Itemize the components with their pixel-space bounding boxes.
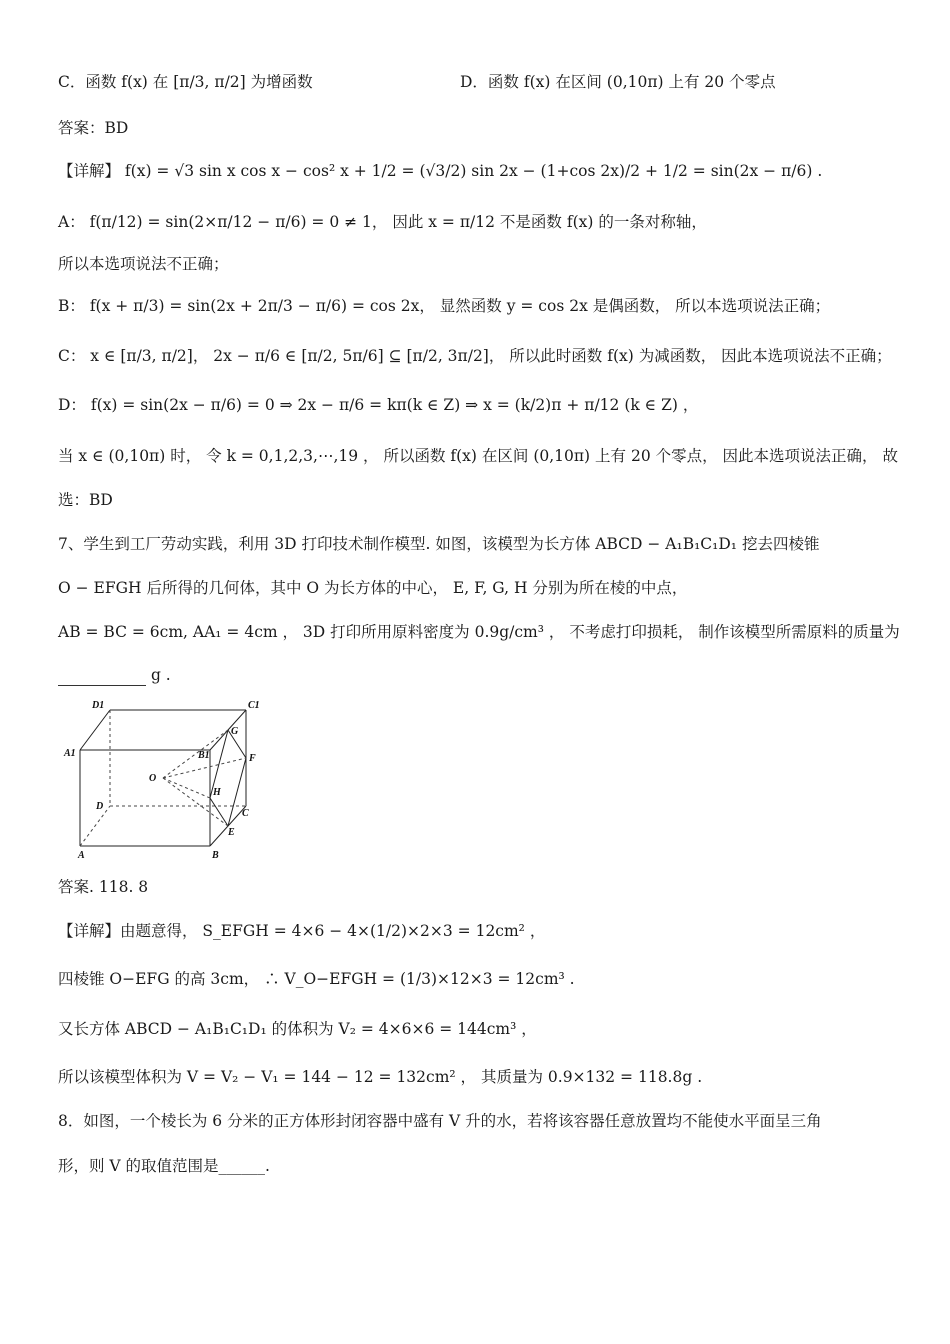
label-g: G — [231, 726, 239, 737]
figure-labels — [63, 700, 260, 861]
pyramid-lateral-edges — [163, 730, 246, 826]
label-a1: A1 — [64, 748, 76, 759]
q7-stem-1: 7、学生到工厂劳动实践，利用 3D 打印技术制作模型. 如图，该模型为长方体 ABCD − A₁B₁C₁D₁ 挖去四棱锥 — [58, 535, 820, 553]
q6-line-d: D： f(x) = sin(2x − π/6) = 0 ⇒ 2x − π/6 = kπ(k ∈ Z) ⇒ x = (k/2)π + π/12 (k ∈ Z) ， — [58, 396, 699, 414]
q6-line-a: A： f(π/12) = sin(2×π/12 − π/6) = 0 ≠ 1， 因此 x = π/12 不是函数 f(x) 的一条对称轴， — [58, 213, 707, 231]
q6-line-c: C： x ∈ [π/3, π/2]， 2x − π/6 ∈ [π/2, 5π/6] ⊆ [π/2, 3π/2]， 所以此时函数 f(x) 为减函数， 因此本选项说法不正确； — [58, 347, 892, 365]
label-h: H — [213, 787, 221, 798]
label-d1: D1 — [92, 700, 105, 711]
q6-line-e: 当 x ∈ (0,10π) 时， 令 k = 0,1,2,3,⋯,19 ， 所以函数 f(x) 在区间 (0,10π) 上有 20 个零点， 因此本选项说法正确， 故 — [58, 447, 898, 465]
q6-line-b: B： f(x + π/3) = sin(2x + 2π/3 − π/6) = cos 2x， 显然函数 y = cos 2x 是偶函数， 所以本选项说法正确； — [58, 297, 831, 315]
q7-detail-1: 【详解】由题意得， S_EFGH = 4×6 − 4×(1/2)×2×3 = 12cm² ， — [58, 922, 546, 940]
answer-blank — [58, 667, 146, 686]
q7-blank-line — [58, 664, 171, 686]
label-b: B — [212, 850, 219, 861]
q8-stem-1: 8．如图，一个棱长为 6 分米的正方体形封闭容器中盛有 V 升的水，若将该容器任意放置均不能使水平面呈三角 — [58, 1112, 822, 1130]
q6-option-c: C．函数 f(x) 在 [π/3, π/2] 为增函数 — [58, 73, 313, 91]
q7-stem-2: O − EFGH 后所得的几何体，其中 O 为长方体的中心， E, F, G, H 分别为所在棱的中点， — [58, 579, 688, 597]
label-f: F — [249, 753, 256, 764]
label-e: E — [228, 827, 235, 838]
label-c: C — [242, 808, 249, 819]
q6-answer: 答案：BD — [58, 119, 129, 137]
label-c1: C1 — [248, 700, 260, 711]
label-o: O — [149, 773, 157, 784]
q7-detail-4: 所以该模型体积为 V = V₂ − V₁ = 144 − 12 = 132cm² ， 其质量为 0.9×132 = 118.8g . — [58, 1068, 703, 1086]
label-d: D — [96, 801, 104, 812]
q7-detail-3: 又长方体 ABCD − A₁B₁C₁D₁ 的体积为 V₂ = 4×6×6 = 144cm³ ， — [58, 1020, 537, 1038]
q6-detail: 【详解】 f(x) = √3 sin x cos x − cos² x + 1/2 = (√3/2) sin 2x − (1+cos 2x)/2 + 1/2 = sin(2x − π/6) . — [58, 162, 823, 180]
q7-stem-3: AB = BC = 6cm, AA₁ = 4cm ， 3D 打印所用原料密度为 0.9g/cm³ ， 不考虑打印损耗， 制作该模型所需原料的质量为 — [58, 623, 900, 641]
q6-line-a2: 所以本选项说法不正确； — [58, 255, 229, 273]
q6-option-d: D．函数 f(x) 在区间 (0,10π) 上有 20 个零点 — [460, 73, 776, 91]
cuboid-figure — [58, 696, 278, 862]
blank-unit: g . — [150, 666, 171, 684]
label-a: A — [78, 850, 85, 861]
q6-line-e2: 选：BD — [58, 491, 113, 509]
label-b1: B1 — [198, 750, 210, 761]
q7-detail-2: 四棱锥 O−EFG 的高 3cm， ∴ V_O−EFGH = (1/3)×12×3 = 12cm³ . — [58, 970, 575, 988]
q7-answer: 答案. 118. 8 — [58, 878, 149, 896]
q8-stem-2: 形，则 V 的取值范围是______. — [58, 1157, 270, 1175]
